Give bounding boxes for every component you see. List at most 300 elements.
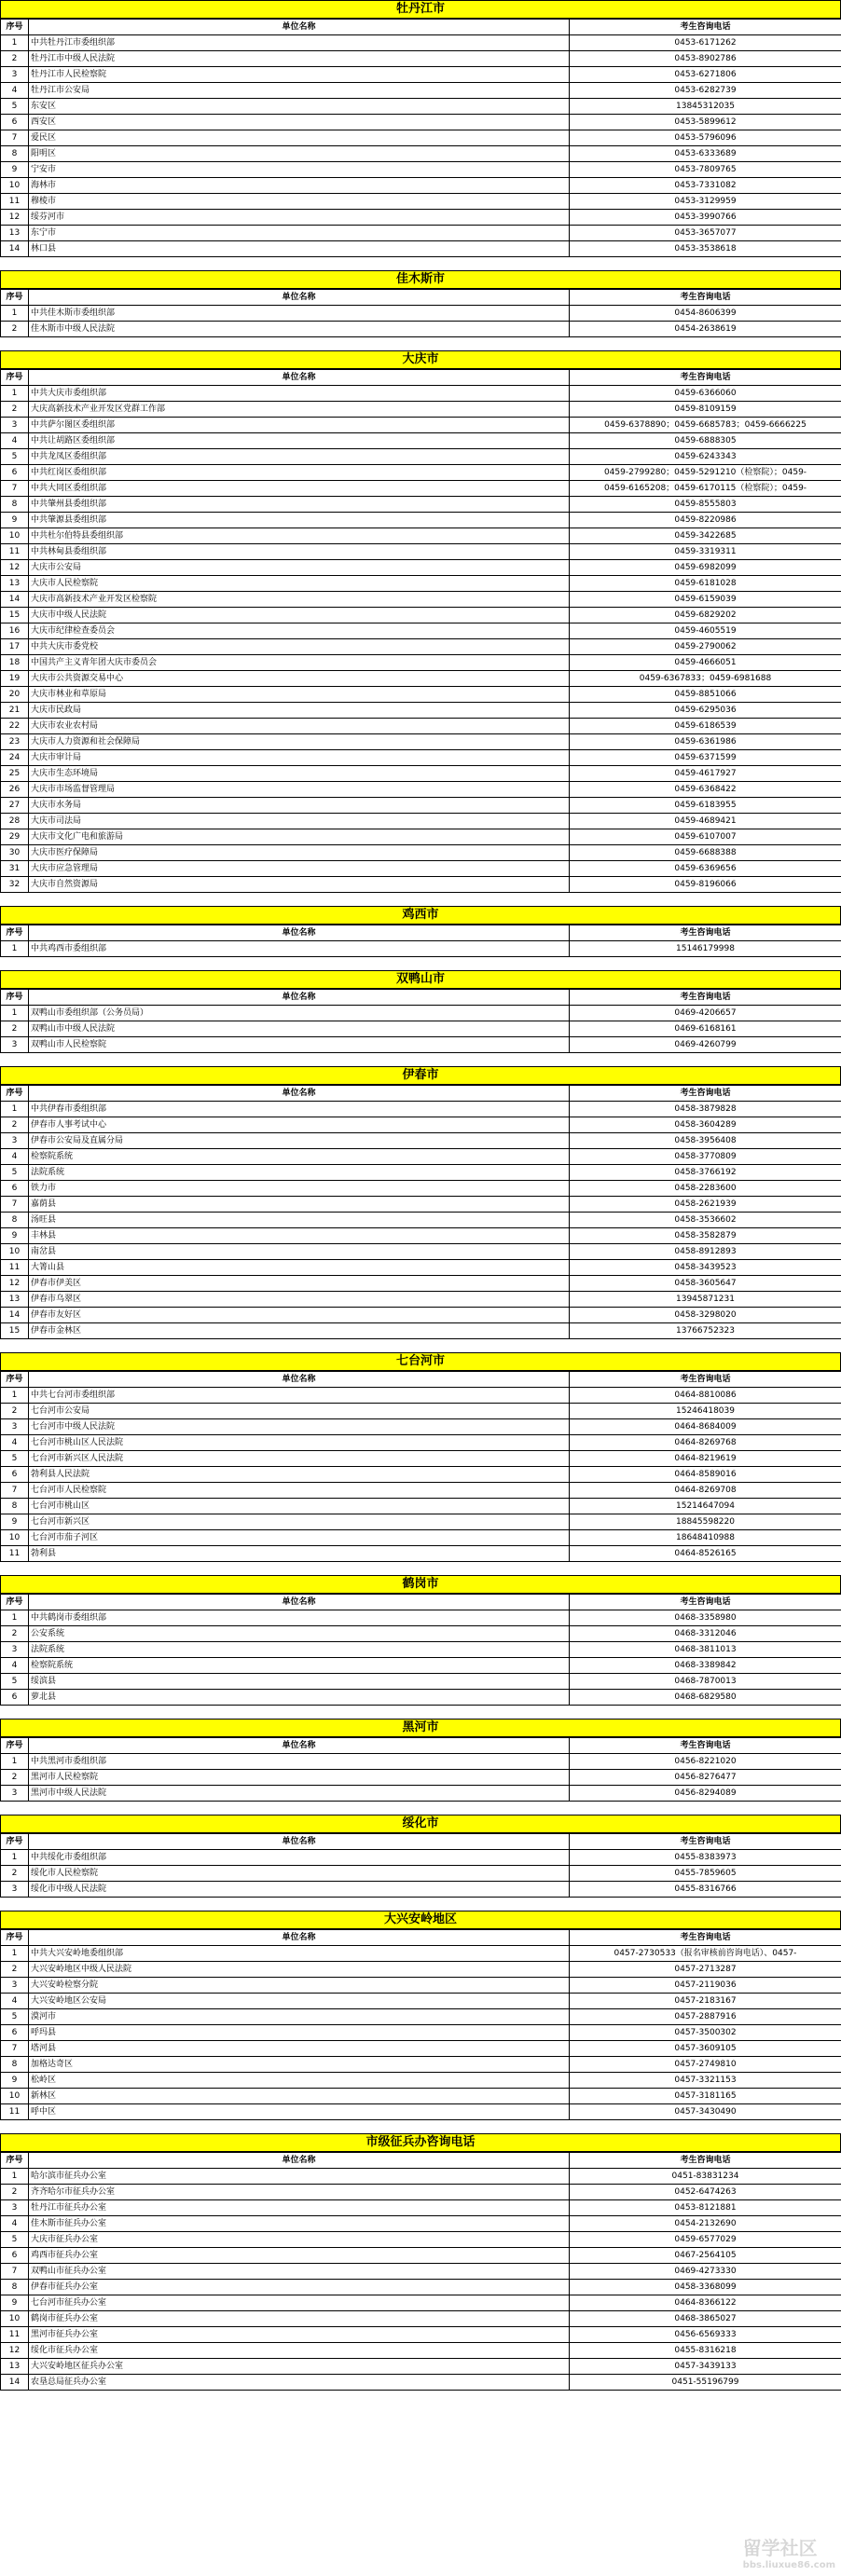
row-phone: 0457-3321153 <box>570 2073 841 2089</box>
header-index: 序号 <box>1 1595 29 1610</box>
row-name: 塔河县 <box>29 2041 570 2057</box>
contact-table <box>0 1929 841 2120</box>
header-name: 单位名称 <box>29 990 570 1006</box>
header-row <box>1 290 841 306</box>
row-name: 中共萨尔图区委组织部 <box>29 418 570 433</box>
table-row <box>1 829 841 845</box>
row-phone: 0459-2790062 <box>570 639 841 655</box>
row-phone: 18648410988 <box>570 1530 841 1546</box>
table-row <box>1 1260 841 1276</box>
row-phone: 0459-4689421 <box>570 814 841 829</box>
table-row <box>1 1499 841 1514</box>
row-phone: 0459-8196066 <box>570 877 841 893</box>
row-phone: 0456-8294089 <box>570 1786 841 1802</box>
table-row <box>1 1770 841 1786</box>
table-row <box>1 1133 841 1149</box>
table-row <box>1 814 841 829</box>
row-phone: 0459-8555803 <box>570 497 841 513</box>
header-phone: 考生咨询电话 <box>570 290 841 306</box>
header-index: 序号 <box>1 990 29 1006</box>
contact-table <box>0 19 841 257</box>
row-name: 大庆市人力资源和社会保障局 <box>29 734 570 750</box>
row-index: 14 <box>1 2375 29 2391</box>
row-name: 中共杜尔伯特县委组织部 <box>29 528 570 544</box>
table-row <box>1 1786 841 1802</box>
row-phone: 0468-3312046 <box>570 1626 841 1642</box>
table-row <box>1 418 841 433</box>
row-index: 18 <box>1 655 29 671</box>
contact-table <box>0 1371 841 1562</box>
row-index: 5 <box>1 99 29 115</box>
header-phone: 考生咨询电话 <box>570 20 841 35</box>
row-index: 8 <box>1 146 29 162</box>
row-phone: 0453-3129959 <box>570 194 841 210</box>
table-row <box>1 623 841 639</box>
row-name: 大庆高新技术产业开发区党群工作部 <box>29 402 570 418</box>
table-row <box>1 544 841 560</box>
row-index: 7 <box>1 2264 29 2280</box>
row-phone: 0457-3500302 <box>570 2025 841 2041</box>
table-row <box>1 2041 841 2057</box>
table-row <box>1 1228 841 1244</box>
row-name: 海林市 <box>29 178 570 194</box>
section-table <box>0 1911 841 2120</box>
header-phone: 考生咨询电话 <box>570 1738 841 1754</box>
row-phone: 0458-3605647 <box>570 1276 841 1292</box>
row-index: 8 <box>1 497 29 513</box>
header-name: 单位名称 <box>29 1930 570 1946</box>
row-index: 6 <box>1 465 29 481</box>
row-name: 伊春市伊美区 <box>29 1276 570 1292</box>
row-phone: 0453-7809765 <box>570 162 841 178</box>
table-row <box>1 35 841 51</box>
row-index: 1 <box>1 1102 29 1117</box>
row-index: 7 <box>1 130 29 146</box>
row-index: 2 <box>1 51 29 67</box>
header-phone: 考生咨询电话 <box>570 1834 841 1850</box>
row-phone: 0458-8912893 <box>570 1244 841 1260</box>
row-phone: 0459-6369656 <box>570 861 841 877</box>
header-row <box>1 1086 841 1102</box>
row-phone: 0459-6243343 <box>570 449 841 465</box>
row-phone: 0464-8366122 <box>570 2295 841 2311</box>
row-name: 佳木斯市征兵办公室 <box>29 2216 570 2232</box>
row-index: 4 <box>1 433 29 449</box>
row-name: 黑河市人民检察院 <box>29 1770 570 1786</box>
row-name: 大庆市纪律检查委员会 <box>29 623 570 639</box>
row-index: 1 <box>1 941 29 957</box>
header-index: 序号 <box>1 925 29 941</box>
table-row <box>1 2375 841 2391</box>
table-row <box>1 2280 841 2295</box>
row-index: 3 <box>1 67 29 83</box>
section-title: 伊春市 <box>0 1066 841 1085</box>
blank-row <box>0 1802 841 1815</box>
row-phone: 0459-4666051 <box>570 655 841 671</box>
header-name: 单位名称 <box>29 1834 570 1850</box>
contact-table <box>0 925 841 957</box>
row-name: 中国共产主义青年团大庆市委员会 <box>29 655 570 671</box>
row-index: 9 <box>1 1514 29 1530</box>
table-row <box>1 1483 841 1499</box>
row-phone: 0464-8526165 <box>570 1546 841 1562</box>
table-row <box>1 1165 841 1181</box>
row-phone: 0456-8276477 <box>570 1770 841 1786</box>
row-index: 5 <box>1 2009 29 2025</box>
section-title: 大庆市 <box>0 350 841 369</box>
table-row <box>1 2343 841 2359</box>
table-row <box>1 1451 841 1467</box>
table-row <box>1 1006 841 1021</box>
row-phone: 0458-3766192 <box>570 1165 841 1181</box>
row-index: 11 <box>1 1546 29 1562</box>
row-name: 双鸭山市人民检察院 <box>29 1037 570 1053</box>
row-name: 大庆市民政局 <box>29 703 570 719</box>
row-name: 东安区 <box>29 99 570 115</box>
section-title: 牡丹江市 <box>0 0 841 19</box>
row-phone: 0459-3422685 <box>570 528 841 544</box>
row-name: 七台河市人民检察院 <box>29 1483 570 1499</box>
row-index: 2 <box>1 1626 29 1642</box>
row-index: 2 <box>1 1866 29 1882</box>
table-row <box>1 1674 841 1690</box>
table-row <box>1 766 841 782</box>
table-row <box>1 322 841 337</box>
row-phone: 0453-3538618 <box>570 241 841 257</box>
table-row <box>1 1690 841 1706</box>
row-name: 七台河市茄子河区 <box>29 1530 570 1546</box>
header-phone: 考生咨询电话 <box>570 1930 841 1946</box>
row-index: 1 <box>1 35 29 51</box>
row-name: 农垦总局征兵办公室 <box>29 2375 570 2391</box>
table-row <box>1 130 841 146</box>
header-phone: 考生咨询电话 <box>570 1086 841 1102</box>
table-row <box>1 1308 841 1323</box>
row-phone: 0459-6165208；0459-6170115（检察院）；0459- <box>570 481 841 497</box>
row-name: 林口县 <box>29 241 570 257</box>
row-index: 1 <box>1 386 29 402</box>
contact-table <box>0 369 841 893</box>
row-name: 牡丹江市公安局 <box>29 83 570 99</box>
row-index: 2 <box>1 402 29 418</box>
row-phone: 0469-6168161 <box>570 1021 841 1037</box>
section-table <box>0 270 841 337</box>
row-index: 11 <box>1 544 29 560</box>
section-title: 双鸭山市 <box>0 970 841 989</box>
section-table <box>0 970 841 1053</box>
row-name: 大庆市文化广电和旅游局 <box>29 829 570 845</box>
row-name: 七台河市中级人民法院 <box>29 1419 570 1435</box>
table-row <box>1 1530 841 1546</box>
row-phone: 0453-3990766 <box>570 210 841 226</box>
header-name: 单位名称 <box>29 1595 570 1610</box>
section-title: 市级征兵办咨询电话 <box>0 2133 841 2152</box>
row-index: 29 <box>1 829 29 845</box>
row-name: 中共绥化市委组织部 <box>29 1850 570 1866</box>
row-phone: 0453-5796096 <box>570 130 841 146</box>
table-row <box>1 2104 841 2120</box>
table-row <box>1 1642 841 1658</box>
header-name: 单位名称 <box>29 1086 570 1102</box>
section-table <box>0 1352 841 1562</box>
row-phone: 0453-6282739 <box>570 83 841 99</box>
row-name: 七台河市桃山区 <box>29 1499 570 1514</box>
header-name: 单位名称 <box>29 925 570 941</box>
row-name: 松岭区 <box>29 2073 570 2089</box>
table-row <box>1 1546 841 1562</box>
row-name: 黑河市征兵办公室 <box>29 2327 570 2343</box>
row-index: 8 <box>1 1213 29 1228</box>
row-index: 7 <box>1 2041 29 2057</box>
row-index: 6 <box>1 1181 29 1197</box>
table-row <box>1 2295 841 2311</box>
row-name: 牡丹江市人民检察院 <box>29 67 570 83</box>
row-phone: 0459-6186539 <box>570 719 841 734</box>
table-row <box>1 1197 841 1213</box>
row-index: 2 <box>1 1404 29 1419</box>
row-phone: 0458-3536602 <box>570 1213 841 1228</box>
table-row <box>1 1866 841 1882</box>
row-index: 9 <box>1 2073 29 2089</box>
table-row <box>1 226 841 241</box>
row-index: 6 <box>1 1690 29 1706</box>
row-name: 中共大兴安岭地委组织部 <box>29 1946 570 1962</box>
contact-table <box>0 289 841 337</box>
row-index: 9 <box>1 2295 29 2311</box>
row-phone: 0468-3358980 <box>570 1610 841 1626</box>
row-phone: 0459-6368422 <box>570 782 841 798</box>
row-index: 27 <box>1 798 29 814</box>
table-row <box>1 2089 841 2104</box>
row-phone: 0453-6333689 <box>570 146 841 162</box>
table-row <box>1 1102 841 1117</box>
header-row <box>1 2153 841 2169</box>
blank-row <box>0 1706 841 1719</box>
row-index: 8 <box>1 2057 29 2073</box>
row-index: 4 <box>1 2216 29 2232</box>
table-row <box>1 99 841 115</box>
header-name: 单位名称 <box>29 2153 570 2169</box>
blank-row <box>0 893 841 906</box>
section-table <box>0 1066 841 1339</box>
header-phone: 考生咨询电话 <box>570 1595 841 1610</box>
row-phone: 0459-6159039 <box>570 592 841 608</box>
row-index: 1 <box>1 1006 29 1021</box>
table-row <box>1 639 841 655</box>
row-name: 伊春市人事考试中心 <box>29 1117 570 1133</box>
row-name: 汤旺县 <box>29 1213 570 1228</box>
row-index: 1 <box>1 1946 29 1962</box>
row-index: 24 <box>1 750 29 766</box>
row-name: 鹤岗市征兵办公室 <box>29 2311 570 2327</box>
table-row <box>1 146 841 162</box>
row-name: 西安区 <box>29 115 570 130</box>
row-name: 大庆市征兵办公室 <box>29 2232 570 2248</box>
row-name: 大兴安岭检察分院 <box>29 1978 570 1994</box>
row-index: 2 <box>1 2185 29 2200</box>
table-row <box>1 51 841 67</box>
row-name: 双鸭山市征兵办公室 <box>29 2264 570 2280</box>
table-row <box>1 2327 841 2343</box>
row-name: 宁安市 <box>29 162 570 178</box>
row-name: 中共鸡西市委组织部 <box>29 941 570 957</box>
row-index: 11 <box>1 2327 29 2343</box>
row-index: 2 <box>1 1770 29 1786</box>
row-phone: 0459-6688388 <box>570 845 841 861</box>
row-phone: 0464-8810086 <box>570 1388 841 1404</box>
row-index: 3 <box>1 1978 29 1994</box>
row-name: 伊春市公安局及直属分局 <box>29 1133 570 1149</box>
row-phone: 0468-3811013 <box>570 1642 841 1658</box>
section-table <box>0 906 841 957</box>
header-index: 序号 <box>1 2153 29 2169</box>
table-row <box>1 1658 841 1674</box>
row-name: 中共鹤岗市委组织部 <box>29 1610 570 1626</box>
row-phone: 0456-8221020 <box>570 1754 841 1770</box>
row-name: 南岔县 <box>29 1244 570 1260</box>
table-row <box>1 877 841 893</box>
row-name: 大庆市林业和草原局 <box>29 687 570 703</box>
row-name: 大兴安岭地区中级人民法院 <box>29 1962 570 1978</box>
row-phone: 0464-8589016 <box>570 1467 841 1483</box>
row-index: 4 <box>1 1435 29 1451</box>
row-phone: 15214647094 <box>570 1499 841 1514</box>
table-row <box>1 1419 841 1435</box>
row-name: 大庆市公安局 <box>29 560 570 576</box>
row-phone: 0453-5899612 <box>570 115 841 130</box>
row-phone: 0457-2730533（报名审核前咨询电话）、0457- <box>570 1946 841 1962</box>
row-index: 5 <box>1 1451 29 1467</box>
row-phone: 0453-8902786 <box>570 51 841 67</box>
header-row <box>1 20 841 35</box>
row-index: 3 <box>1 1133 29 1149</box>
row-index: 3 <box>1 418 29 433</box>
row-index: 23 <box>1 734 29 750</box>
row-name: 双鸭山市委组织部（公务员局） <box>29 1006 570 1021</box>
header-row <box>1 1834 841 1850</box>
row-phone: 15246418039 <box>570 1404 841 1419</box>
row-name: 大庆市水务局 <box>29 798 570 814</box>
row-name: 齐齐哈尔市征兵办公室 <box>29 2185 570 2200</box>
row-index: 6 <box>1 2248 29 2264</box>
row-name: 大庆市农业农村局 <box>29 719 570 734</box>
table-row <box>1 1994 841 2009</box>
section-table <box>0 2133 841 2391</box>
header-phone: 考生咨询电话 <box>570 925 841 941</box>
row-phone: 0457-2183167 <box>570 1994 841 2009</box>
row-name: 丰林县 <box>29 1228 570 1244</box>
row-index: 3 <box>1 2200 29 2216</box>
row-name: 七台河市征兵办公室 <box>29 2295 570 2311</box>
row-name: 中共肇州县委组织部 <box>29 497 570 513</box>
table-row <box>1 83 841 99</box>
table-row <box>1 845 841 861</box>
table-row <box>1 2057 841 2073</box>
table-row <box>1 1292 841 1308</box>
row-index: 3 <box>1 1419 29 1435</box>
row-index: 8 <box>1 1499 29 1514</box>
row-index: 22 <box>1 719 29 734</box>
row-name: 大庆市市场监督管理局 <box>29 782 570 798</box>
row-index: 21 <box>1 703 29 719</box>
row-phone: 0464-8269768 <box>570 1435 841 1451</box>
row-name: 中共龙凤区委组织部 <box>29 449 570 465</box>
row-phone: 0459-6367833；0459-6981688 <box>570 671 841 687</box>
table-row <box>1 1467 841 1483</box>
row-name: 大庆市公共资源交易中心 <box>29 671 570 687</box>
section-title: 黑河市 <box>0 1719 841 1737</box>
section-title: 绥化市 <box>0 1815 841 1833</box>
row-index: 10 <box>1 1530 29 1546</box>
row-index: 5 <box>1 1165 29 1181</box>
table-row <box>1 671 841 687</box>
watermark-url: bbs.liuxue86.com <box>742 2560 835 2570</box>
row-phone: 0458-3439523 <box>570 1260 841 1276</box>
row-phone: 0469-4260799 <box>570 1037 841 1053</box>
row-index: 7 <box>1 1483 29 1499</box>
row-name: 中共让胡路区委组织部 <box>29 433 570 449</box>
table-row <box>1 1149 841 1165</box>
table-row <box>1 1978 841 1994</box>
row-name: 法院系统 <box>29 1642 570 1658</box>
row-name: 绥化市中级人民法院 <box>29 1882 570 1898</box>
row-index: 14 <box>1 1308 29 1323</box>
table-row <box>1 241 841 257</box>
table-row <box>1 687 841 703</box>
row-phone: 0453-3657077 <box>570 226 841 241</box>
row-phone: 0459-6295036 <box>570 703 841 719</box>
row-index: 10 <box>1 1244 29 1260</box>
row-phone: 0459-6107007 <box>570 829 841 845</box>
row-name: 中共大庆市委组织部 <box>29 386 570 402</box>
table-row <box>1 560 841 576</box>
row-index: 5 <box>1 449 29 465</box>
row-phone: 0469-4206657 <box>570 1006 841 1021</box>
row-name: 加格达奇区 <box>29 2057 570 2073</box>
row-name: 检察院系统 <box>29 1149 570 1165</box>
header-row <box>1 1372 841 1388</box>
row-name: 中共七台河市委组织部 <box>29 1388 570 1404</box>
row-name: 中共大庆市委党校 <box>29 639 570 655</box>
row-phone: 0468-6829580 <box>570 1690 841 1706</box>
table-row <box>1 2232 841 2248</box>
table-row <box>1 655 841 671</box>
row-index: 9 <box>1 513 29 528</box>
contact-table <box>0 1085 841 1339</box>
table-row <box>1 798 841 814</box>
row-name: 大兴安岭地区公安局 <box>29 1994 570 2009</box>
row-name: 大庆市医疗保障局 <box>29 845 570 861</box>
row-index: 4 <box>1 1149 29 1165</box>
row-name: 爱民区 <box>29 130 570 146</box>
row-name: 七台河市新兴区 <box>29 1514 570 1530</box>
row-phone: 0458-3582879 <box>570 1228 841 1244</box>
row-name: 嘉荫县 <box>29 1197 570 1213</box>
row-name: 法院系统 <box>29 1165 570 1181</box>
header-index: 序号 <box>1 1930 29 1946</box>
table-row <box>1 449 841 465</box>
blank-row <box>0 957 841 970</box>
header-name: 单位名称 <box>29 20 570 35</box>
header-row <box>1 1595 841 1610</box>
row-phone: 0451-83831234 <box>570 2169 841 2185</box>
row-index: 16 <box>1 623 29 639</box>
header-row <box>1 1930 841 1946</box>
row-phone: 0458-3298020 <box>570 1308 841 1323</box>
section-title: 佳木斯市 <box>0 270 841 289</box>
header-phone: 考生咨询电话 <box>570 370 841 386</box>
table-row <box>1 1435 841 1451</box>
